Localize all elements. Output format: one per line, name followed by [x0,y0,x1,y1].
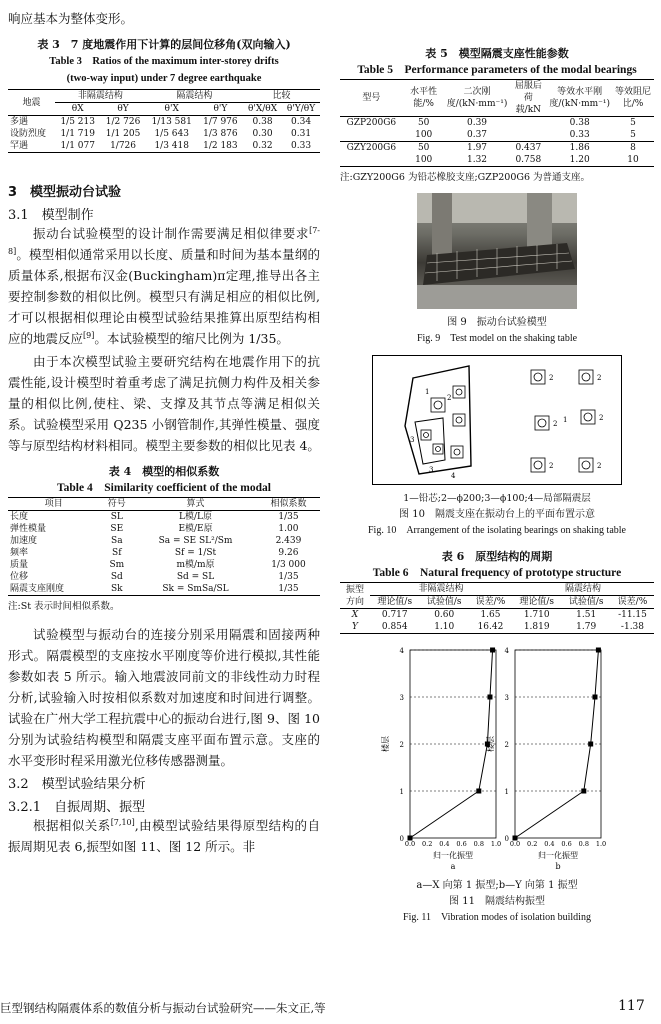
cell: 1/2 183 [203,141,238,151]
x-axis-label: 归一化振型 [538,851,578,860]
cell: 罕遇 [10,141,29,151]
section-3-2-heading: 3.2 模型试验结果分析 [8,777,146,792]
cell: 5 [630,118,636,128]
y-tick-label: 1 [504,788,509,796]
fig11-caption-sub: a—X 向第 1 振型;b—Y 向第 1 振型 [416,880,578,891]
cell: E模/E原 [178,524,213,534]
table5-note: 注:GZY200G6 为铅芯橡胶支座;GZP200G6 为普通支座。 [340,172,591,183]
cell: 0.31 [291,129,312,139]
cell [509,129,547,142]
paragraph-3: 试验模型与振动台的连接分别采用隔震和固接两种形式。隔震模型的支座按水平刚度等价进行模拟,其性能参数如表 5 所示。输入地震波同前文的非线性动力时程分析,试验输入时按相似系数对加速度和时间进行调整。试验在广州大学工程抗震中心的振动台进行,图 9、图 10 分别为试验结构模型和隔震支座平面布置示意。支座的水平变形时程采用激光位移传感器测量。 [8,627,320,768]
cell: 1.86 [569,143,590,153]
table-row [8,523,320,535]
x-tick-label: 0.2 [527,840,538,848]
t6-h-non: 非隔震结构 [370,583,512,596]
t5-header: 等效阻尼比/% [614,87,651,109]
cell: 0.33 [569,130,590,140]
cell: 位移 [10,572,29,582]
t6-sub: 试验值/s [568,597,604,607]
data-point [592,695,597,700]
t3-sub: θ'Y [213,104,228,114]
x-tick-label: 0.8 [578,840,589,848]
table4-title-cn: 表 4 模型的相似系数 [108,465,220,478]
table5-grid [340,79,654,167]
section-3-heading: 3 模型振动台试验 [8,185,122,200]
t5-header: 型号 [362,93,381,103]
cell: 16.42 [477,622,504,632]
t6-sub: 误差/% [617,597,648,607]
data-point [408,836,413,841]
table3 [8,37,320,153]
t6-h-iso: 隔震结构 [512,583,654,596]
cell: 1/35 [278,584,299,594]
svg-text:2: 2 [597,374,602,382]
paragraph-1: 振动台试验模型的设计制作需要满足相似律要求[7-8]。模型相似通常采用以长度、质量和时间为基本量纲的质量体系,根据布汉金(Buckingham)π定理,推导出各主要控制参数的相似比例。模型只有满足相应的相似比例,才可以根据相似理论由模型试验结果推算出原型结构相应的地震反应[9]。本试验模型的缩尺比例为 1/35。 [8,225,320,346]
svg-text:1: 1 [425,388,430,396]
y-tick-label: 3 [399,694,404,702]
t3-sub: θ'X [164,104,179,114]
cell: 8 [630,143,636,153]
svg-text:3: 3 [410,436,415,444]
t6-sub: 误差/% [475,597,506,607]
t4-header: 相似系数 [270,499,307,509]
table-row [340,621,654,634]
cell [340,129,403,142]
test-model-photo-icon [417,193,577,309]
table4-note: 注:St 表示时间相似系数。 [8,601,120,612]
x-tick-label: 0.6 [456,840,467,848]
cell: 0.39 [466,118,488,128]
cell: 弹性模量 [10,524,47,534]
y-axis-label: 楼层 [381,736,390,752]
cell: L模/L原 [179,512,213,522]
cell: Sf [112,548,122,558]
cell: 0.34 [291,117,312,127]
x-tick-label: 0.8 [473,840,484,848]
cell: 隔震支座刚度 [10,584,65,594]
cell: SL [110,512,123,522]
cell: 0.32 [252,141,273,151]
svg-text:2: 2 [447,394,452,402]
right-column [340,46,654,926]
cell: 1/3 000 [271,560,306,570]
cell: 频率 [10,548,29,558]
cell: 1/1 205 [105,129,141,139]
cell: 10 [627,155,639,165]
cell: 1/1 719 [60,129,95,139]
t3-sub: θ'Y/θY [286,104,316,114]
x-tick-label: 0.0 [509,840,521,848]
t5-header: 屈服后荷载/kN [514,81,542,115]
t3-h-quake: 地震 [8,90,55,116]
cell: 1/2 726 [105,117,141,127]
t3-h-iso: 隔震结构 [146,90,243,103]
page-number: 117 [618,998,645,1014]
cell: 1.79 [576,622,597,632]
cell: 1.710 [523,610,550,620]
fig11-caption-cn: 图 11 隔震结构振型 [449,896,545,907]
fig10-caption-cn: 图 10 隔震支座在振动台上的平面布置示意 [399,509,595,520]
cell: 0.30 [252,129,273,139]
data-point [581,789,586,794]
paragraph-4: 根据相似关系[7,10],由模型试验结果得原型结构的自振周期见表 6,振型如图 11、图 12 所示。非 [8,817,320,854]
table3-grid [8,89,320,153]
cell: 多遇 [10,117,29,127]
x-axis-label: 归一化振型 [433,851,473,860]
cell: 0.758 [515,155,542,165]
data-point [588,742,593,747]
t3-sub: θY [117,104,129,114]
t3-h-cmp: 比较 [243,90,320,103]
data-point [487,695,492,700]
table-row [8,559,320,571]
fig11-charts [340,642,654,878]
cell: 1.65 [480,610,501,620]
t5-header: 等效水平刚度/(kN·mm⁻¹) [549,87,611,109]
t3-sub: θX [71,104,84,114]
table4-title-en: Table 4 Similarity coefficient of the modal [57,482,271,494]
cell: 0.33 [291,141,312,151]
data-point [490,648,495,653]
cell: Sa = SE SL²/Sm [158,536,233,546]
svg-text:2: 2 [553,420,558,428]
table4-grid [8,497,320,596]
t5-header: 二次刚度/(kN·mm⁻¹) [446,87,508,109]
t4-header: 项目 [44,499,63,509]
cell: 0.437 [515,143,542,153]
cell: Sa [111,536,123,546]
table-row [340,142,654,155]
t6-h-dir: 振型方向 [340,583,370,609]
cell: -1.38 [620,622,645,632]
cell: Sd = SL [176,572,215,582]
cell: 质量 [10,560,29,570]
cell: 1/5 213 [60,117,95,127]
t3-h-non: 非隔震结构 [55,90,146,103]
table6-title-cn: 表 6 原型结构的周期 [441,550,553,563]
x-tick-label: 1.0 [490,840,502,848]
cell: 0.37 [466,130,488,140]
table-row [8,535,320,547]
table5 [340,46,654,185]
fig10-diagram [372,355,622,485]
table6-title-en: Table 6 Natural frequency of prototype structure [372,567,622,579]
cell: Sd [110,572,123,582]
cell: m模/m原 [176,560,215,570]
cell: 100 [415,130,433,140]
y-tick-label: 1 [399,788,404,796]
panel-label: b [555,862,561,871]
table-row [340,609,654,622]
cell: Sk [110,584,123,594]
x-tick-label: 1.0 [595,840,607,848]
table6 [340,549,654,634]
cell: SE [110,524,124,534]
fig10-caption-en: Fig. 10 Arrangement of the isolating bearings on shaking table [367,525,626,536]
table-row [8,583,320,596]
cell: Y [352,622,358,632]
svg-text:2: 2 [597,462,602,470]
svg-text:1: 1 [563,416,568,424]
cell: 加速度 [10,536,38,546]
cell: 1.20 [569,155,590,165]
table3-title-en2: (two-way input) under 7 degree earthquake [66,73,262,84]
t3-sub: θ'X/θX [247,104,278,114]
svg-text:3: 3 [429,466,434,474]
x-tick-label: 0.2 [422,840,433,848]
page-footer-title: 巨型钢结构隔震体系的数值分析与振动台试验研究——朱文正,等 [0,1001,326,1015]
t6-sub: 试验值/s [426,597,462,607]
svg-text:2: 2 [549,374,554,382]
cell: 100 [415,155,433,165]
cell: 2.439 [275,536,302,546]
table-row [8,571,320,583]
t6-sub: 理论值/s [519,597,555,607]
cell: 1/1 077 [60,141,95,151]
table5-title-en: Table 5 Performance parameters of the modal bearings [357,64,637,76]
table-row [340,154,654,167]
cell: 1/3 418 [154,141,189,151]
x-tick-label: 0.4 [544,840,555,848]
cell: 设防烈度 [10,129,47,139]
cell: 50 [417,143,430,153]
paragraph-2: 由于本次模型试验主要研究结构在地震作用下的抗震性能,设计模型时着重考虑了满足抗侧力构件及相关参量的相似比例,使柱、梁、支撑及其节点等满足相似关系。试验模型采用 Q235 小钢管制作,其弹性模量、强度等与原型结构材料相同。模型主要参数的相似比见表 4。 [8,354,320,453]
cell: 0.38 [252,117,273,127]
x-tick-label: 0.0 [404,840,416,848]
cell: 1/5 643 [154,129,189,139]
table-row [340,129,654,142]
data-point [596,648,601,653]
cell: 1/7 976 [203,117,238,127]
table3-title-cn: 表 3 7 度地震作用下计算的层间位移角(双向输入) [37,38,291,51]
cell: 1/726 [110,141,136,151]
cell: 1.97 [466,143,488,153]
x-tick-label: 0.6 [561,840,572,848]
bearing-layout-icon [373,356,621,484]
cell: 5 [630,130,636,140]
cell: 1.00 [278,524,299,534]
y-tick-label: 4 [504,647,509,655]
section-3-1-heading: 3.1 模型制作 [8,208,94,223]
fig10-legend: 1—铅芯;2—ϕ200;3—ϕ100;4—局部隔震层 [403,493,591,504]
y-tick-label: 2 [504,741,509,749]
y-tick-label: 3 [504,694,509,702]
table-row [8,116,320,129]
t6-sub: 理论值/s [377,597,413,607]
cell: -11.15 [618,610,647,620]
fig11-caption-en: Fig. 11 Vibration modes of isolation building [403,912,591,923]
cell: Sm [109,560,125,570]
cell: 1/13 581 [151,117,192,127]
svg-text:4: 4 [451,472,456,480]
cell: 1.819 [523,622,550,632]
table3-title-en1: Table 3 Ratios of the maximum inter-storey drifts [49,56,279,67]
cell: 0.717 [381,610,408,620]
cell: 0.38 [569,118,590,128]
cell: Sf = 1/St [174,548,217,558]
cell [340,154,403,167]
top-text: 响应基本为整体变形。 [8,11,134,26]
table-row [340,117,654,130]
cell: 长度 [10,512,29,522]
fig9-photo [417,193,577,309]
table-row [8,140,320,153]
panel-label: a [450,862,456,871]
y-tick-label: 4 [399,647,404,655]
y-tick-label: 2 [399,741,404,749]
table5-title-cn: 表 5 模型隔震支座性能参数 [425,47,569,60]
t4-header: 算式 [186,499,205,509]
cell: 0.60 [434,610,455,620]
cell: 1.51 [576,610,597,620]
svg-text:2: 2 [599,414,604,422]
cell [509,117,547,130]
cell: 1.10 [434,622,455,632]
cell: 0.854 [381,622,408,632]
svg-text:2: 2 [549,462,554,470]
cell: 1.32 [466,155,488,165]
section-3-2-1-heading: 3.2.1 自振周期、振型 [8,800,146,815]
data-point [513,836,518,841]
x-tick-label: 0.4 [439,840,450,848]
table-row [8,511,320,524]
table4 [8,464,320,614]
cell: 9.26 [278,548,299,558]
cell: GZP200G6 [346,118,397,128]
left-column [8,8,320,857]
fig9-caption-en: Fig. 9 Test model on the shaking table [416,333,578,344]
fig11-svg [340,642,654,878]
cell: GZY200G6 [346,143,397,153]
cell: 1/35 [278,512,299,522]
cell: Sk = SmSa/SL [162,584,229,594]
cell: X [351,610,359,620]
y-tick-label: 0 [504,835,509,843]
table-row [8,128,320,140]
cell: 1/35 [278,572,299,582]
cell: 1/3 876 [203,129,238,139]
t5-header: 水平性能/% [410,87,438,109]
y-axis-label: 楼层 [486,736,495,752]
t4-header: 符号 [107,499,126,509]
y-tick-label: 0 [399,835,404,843]
cell: 50 [417,118,430,128]
fig9-caption-cn: 图 9 振动台试验模型 [447,317,547,328]
table-row [8,547,320,559]
table6-grid [340,582,654,634]
data-point [476,789,481,794]
